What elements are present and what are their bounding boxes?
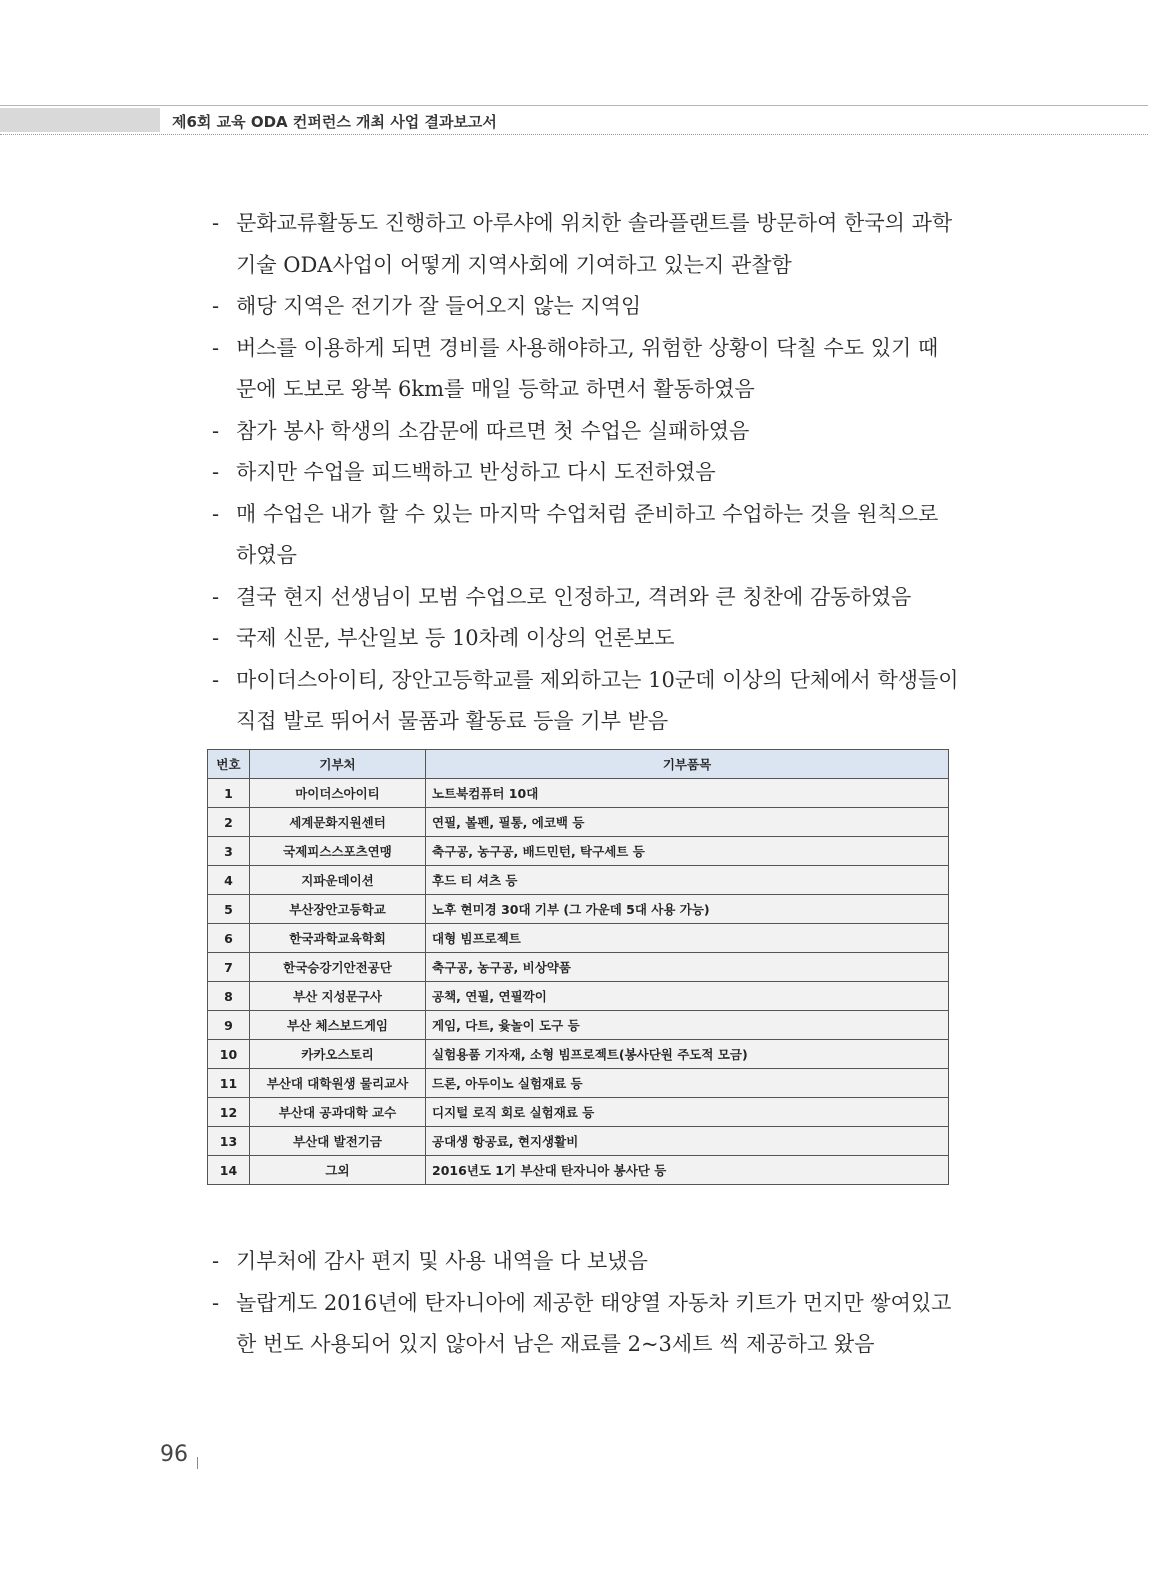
bullet-line: 매 수업은 내가 할 수 있는 마지막 수업처럼 준비하고 수업하는 것을 원칙으로: [236, 501, 939, 526]
cell-donor: 한국승강기안전공단: [250, 953, 426, 982]
bullet-item: [210, 1283, 1010, 1366]
cell-donor: 한국과학교육학회: [250, 924, 426, 953]
bullet-dash: -: [212, 626, 220, 650]
header-dotted-rule: [0, 134, 1148, 135]
cell-donor: 부산대 공과대학 교수: [250, 1098, 426, 1127]
cell-items: 노후 현미경 30대 기부 (그 가운데 5대 사용 가능): [426, 895, 949, 924]
cell-number: 1: [208, 779, 250, 808]
cell-items: 축구공, 농구공, 비상약품: [426, 953, 949, 982]
bullet-line: 문에 도보로 왕복 6km를 매일 등학교 하면서 활동하였음: [236, 377, 755, 401]
cell-number: 5: [208, 895, 250, 924]
bullet-line: 참가 봉사 학생의 소감문에 따르면 첫 수업은 실패하였음: [236, 418, 750, 443]
bullet-dash: -: [212, 211, 220, 235]
bullet-line: 하지만 수업을 피드백하고 반성하고 다시 도전하였음: [236, 460, 716, 484]
header-band: [0, 108, 160, 132]
running-header-title: 제6회 교육 ODA 컨퍼런스 개최 사업 결과보고서: [172, 113, 497, 131]
table-row: [208, 1069, 949, 1098]
bullet-item: [210, 494, 1010, 577]
table-row: [208, 953, 949, 982]
bullet-dash: -: [212, 335, 220, 360]
table-row: [208, 779, 949, 808]
cell-number: 7: [208, 953, 250, 982]
bullet-item: [210, 411, 1010, 453]
bullet-dash: -: [212, 667, 220, 692]
cell-number: 8: [208, 982, 250, 1011]
cell-items: 노트북컴퓨터 10대: [426, 779, 949, 808]
cell-items: 게임, 다트, 윷놀이 도구 등: [426, 1011, 949, 1040]
table-row: [208, 895, 949, 924]
table-row: [208, 1156, 949, 1185]
bullet-item: [210, 286, 1010, 328]
cell-number: 11: [208, 1069, 250, 1098]
bullet-line: 마이더스아이티, 장안고등학교를 제외하고는 10군데 이상의 단체에서 학생들이: [236, 667, 959, 692]
table-row: [208, 1040, 949, 1069]
cell-donor: 부산대 발전기금: [250, 1127, 426, 1156]
cell-donor: 부산대 대학원생 물리교사: [250, 1069, 426, 1098]
bullet-dash: -: [212, 418, 220, 443]
bullet-item: [210, 203, 1010, 286]
donation-table: [207, 749, 949, 1185]
bullet-list-bottom: [210, 1241, 1010, 1366]
cell-number: 3: [208, 837, 250, 866]
cell-number: 10: [208, 1040, 250, 1069]
cell-donor: 국제피스스포츠연맹: [250, 837, 426, 866]
bullet-item: [210, 1241, 1010, 1283]
cell-items: 실험용품 기자재, 소형 빔프로젝트(봉사단원 주도적 모금): [426, 1040, 949, 1069]
bullet-line: 한 번도 사용되어 있지 않아서 남은 재료를 2~3세트 씩 제공하고 왔음: [236, 1332, 875, 1356]
cell-items: 후드 티 셔츠 등: [426, 866, 949, 895]
bullet-line: 국제 신문, 부산일보 등 10차례 이상의 언론보도: [236, 626, 675, 650]
bullet-item: [210, 452, 1010, 494]
page-number-divider: [197, 1457, 198, 1469]
bullet-line: 하였음: [236, 543, 297, 567]
cell-number: 9: [208, 1011, 250, 1040]
header-rule: [0, 105, 1148, 106]
header-items: 기부품목: [426, 750, 949, 779]
bullet-line: 기술 ODA사업이 어떻게 지역사회에 기여하고 있는지 관찰함: [236, 252, 792, 277]
bullet-dash: -: [212, 1249, 220, 1273]
cell-items: 공대생 항공료, 현지생활비: [426, 1127, 949, 1156]
bullet-item: [210, 577, 1010, 619]
bullet-item: [210, 660, 1010, 743]
cell-items: 공책, 연필, 연필깍이: [426, 982, 949, 1011]
cell-donor: 부산 지성문구사: [250, 982, 426, 1011]
bullet-line: 놀랍게도 2016년에 탄자니아에 제공한 태양열 자동차 키트가 먼지만 쌓여있고: [236, 1290, 952, 1315]
cell-items: 드론, 아두이노 실험재료 등: [426, 1069, 949, 1098]
cell-number: 6: [208, 924, 250, 953]
cell-number: 12: [208, 1098, 250, 1127]
bullet-line: 직접 발로 뛰어서 물품과 활동료 등을 기부 받음: [236, 709, 669, 733]
page-number: 96: [160, 1442, 188, 1467]
bullet-dash: -: [212, 460, 220, 484]
bullet-dash: -: [212, 1290, 220, 1315]
table-body: [208, 779, 949, 1185]
cell-donor: 카카오스토리: [250, 1040, 426, 1069]
table-row: [208, 1098, 949, 1127]
bullet-dash: -: [212, 294, 220, 318]
bullet-line: 버스를 이용하게 되면 경비를 사용해야하고, 위험한 상황이 닥칠 수도 있기 때: [236, 335, 939, 360]
bullet-dash: -: [212, 501, 220, 526]
table-row: [208, 982, 949, 1011]
table-row: [208, 837, 949, 866]
bullet-item: [210, 328, 1010, 411]
cell-items: 연필, 볼펜, 필통, 에코백 등: [426, 808, 949, 837]
bullet-line: 기부처에 감사 편지 및 사용 내역을 다 보냈음: [236, 1249, 648, 1273]
cell-items: 디지털 로직 회로 실험재료 등: [426, 1098, 949, 1127]
cell-donor: 마이더스아이티: [250, 779, 426, 808]
bullet-line: 문화교류활동도 진행하고 아루샤에 위치한 솔라플랜트를 방문하여 한국의 과학: [236, 211, 953, 235]
table-row: [208, 1127, 949, 1156]
bullet-line: 해당 지역은 전기가 잘 들어오지 않는 지역임: [236, 294, 642, 318]
cell-number: 4: [208, 866, 250, 895]
bullet-line: 결국 현지 선생님이 모범 수업으로 인정하고, 격려와 큰 칭찬에 감동하였음: [236, 584, 912, 609]
cell-donor: 세계문화지원센터: [250, 808, 426, 837]
header-number: 번호: [208, 750, 250, 779]
cell-number: 2: [208, 808, 250, 837]
table-header-row: [208, 750, 949, 779]
cell-donor: 그외: [250, 1156, 426, 1185]
cell-donor: 지파운데이션: [250, 866, 426, 895]
header-donor: 기부처: [250, 750, 426, 779]
table-row: [208, 1011, 949, 1040]
cell-number: 14: [208, 1156, 250, 1185]
cell-items: 2016년도 1기 부산대 탄자니아 봉사단 등: [426, 1156, 949, 1185]
cell-items: 축구공, 농구공, 배드민턴, 탁구세트 등: [426, 837, 949, 866]
cell-donor: 부산 체스보드게임: [250, 1011, 426, 1040]
bullet-item: [210, 618, 1010, 660]
table-row: [208, 866, 949, 895]
table-row: [208, 924, 949, 953]
cell-items: 대형 빔프로젝트: [426, 924, 949, 953]
cell-number: 13: [208, 1127, 250, 1156]
cell-donor: 부산장안고등학교: [250, 895, 426, 924]
bullet-dash: -: [212, 584, 220, 609]
table-row: [208, 808, 949, 837]
bullet-list-top: [210, 203, 1010, 743]
